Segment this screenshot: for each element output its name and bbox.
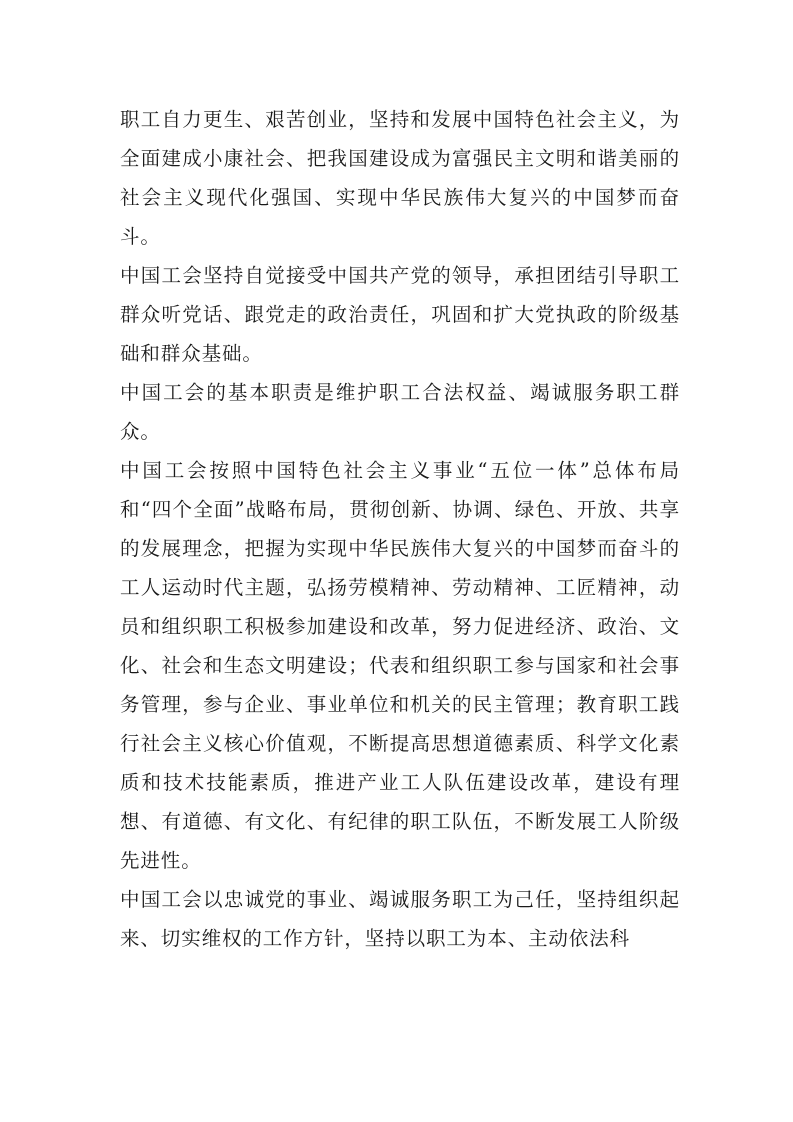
document-body	[120, 100, 680, 958]
paragraph-2: 中国工会坚持自觉接受中国共产党的领导，承担团结引导职工群众听党话、跟党走的政治责任，巩固和扩大党执政的阶级基础和群众基础。	[120, 264, 680, 365]
paragraph-5: 中国工会以忠诚党的事业、竭诚服务职工为己任，坚持组织起来、切实维权的工作方针，坚持以职工为本、主动依法科	[120, 888, 680, 950]
paragraph-4: 中国工会按照中国特色社会主义事业“五位一体”总体布局和“四个全面”战略布局，贯彻创新、协调、绿色、开放、共享的发展理念，把握为实现中华民族伟大复兴的中国梦而奋斗的工人运动时代主题，弘扬劳模精神、劳动精神、工匠精神，动员和组织职工积极参加建设和改革，努力促进经济、政治、文化、社会和生态文明建设；代表和组织职工参与国家和社会事务管理，参与企业、事业单位和机关的民主管理；教育职工践行社会主义核心价值观，不断提高思想道德素质、科学文化素质和技术技能素质，推进产业工人队伍建设改革，建设有理想、有道德、有文化、有纪律的职工队伍，不断发展工人阶级先进性。	[120, 459, 680, 872]
paragraph-1: 职工自力更生、艰苦创业，坚持和发展中国特色社会主义，为全面建成小康社会、把我国建设成为富强民主文明和谐美丽的社会主义现代化强国、实现中华民族伟大复兴的中国梦而奋斗。	[120, 108, 680, 248]
paragraph-3: 中国工会的基本职责是维护职工合法权益、竭诚服务职工群众。	[120, 381, 680, 443]
